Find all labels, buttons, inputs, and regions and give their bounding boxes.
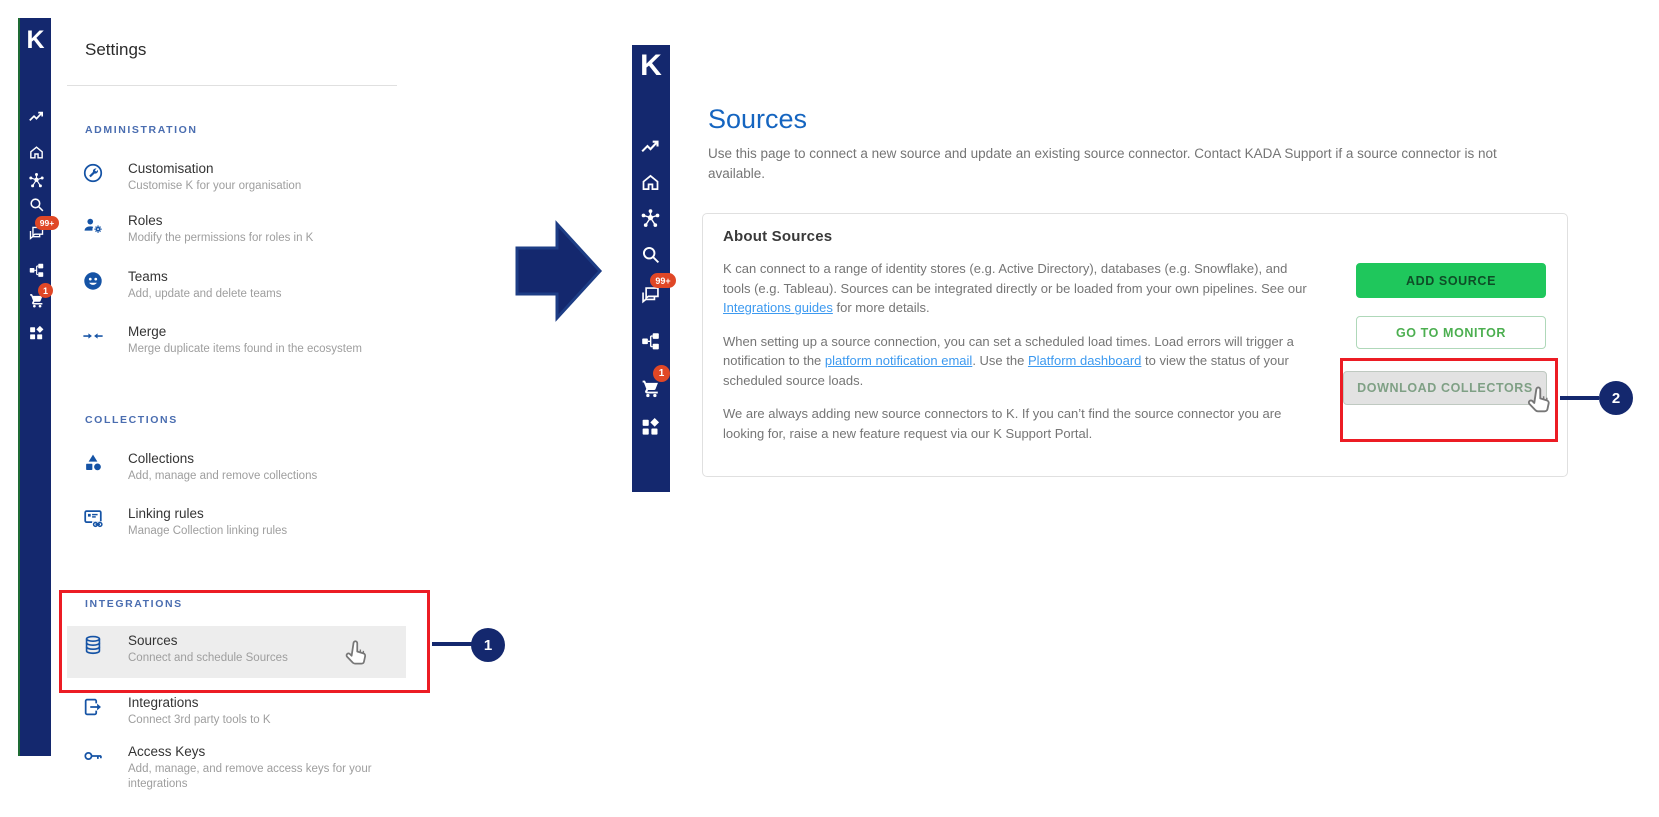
item-title: Collections: [128, 451, 195, 466]
item-subtitle: Merge duplicate items found in the ecosystem: [128, 343, 362, 355]
settings-page-title: Settings: [85, 40, 147, 59]
sources-page-description: Use this page to connect a new source and update an existing source connector. Contact KADA Support if a source connector is not available.: [708, 146, 1497, 181]
annotation-step-2: 2: [1599, 381, 1633, 415]
inline-link[interactable]: Integrations guides: [723, 300, 833, 315]
access-keys-icon: [82, 745, 104, 767]
text-segment: When setting up a source connection, you can set a scheduled load times. Load errors will trigger a notification to the: [723, 333, 1294, 368]
item-subtitle: Customise K for your organisation: [128, 180, 302, 192]
text-segment: K can connect to a range of identity stores (e.g. Active Directory), databases (e.g. Snowflake), and tools (e.g. Tableau). Sources can be integrated directly or be loaded from your own pipelines. See our: [723, 261, 1307, 296]
hand-cursor-2: [1524, 384, 1556, 416]
about-paragraph-3: [723, 404, 1315, 443]
k-logo: K: [26, 26, 45, 54]
trending-icon[interactable]: [640, 136, 661, 157]
teams-icon: [82, 270, 104, 292]
section-integrations: INTEGRATIONS: [85, 598, 183, 610]
k-logo: K: [640, 49, 662, 82]
left-app-sidebar: [18, 18, 55, 756]
go-to-monitor-button[interactable]: GO TO MONITOR: [1356, 316, 1546, 349]
cart-badge: 1: [38, 283, 53, 298]
search-icon[interactable]: [640, 244, 661, 265]
settings-item-integrations[interactable]: [67, 688, 406, 740]
section-collections: COLLECTIONS: [85, 414, 178, 426]
item-title: Access Keys: [128, 744, 206, 759]
text-segment: to view the status of your scheduled source loads.: [723, 353, 1289, 388]
right-app-sidebar: [632, 45, 670, 492]
chat-icon[interactable]: [640, 285, 661, 306]
download-collectors-button[interactable]: DOWNLOAD COLLECTORS: [1343, 371, 1547, 405]
about-sources-title: About Sources: [723, 228, 833, 245]
item-subtitle: Add, manage, and remove access keys for your integrations: [128, 763, 372, 790]
settings-item-roles[interactable]: [67, 206, 406, 258]
annotation-line-2: [1560, 396, 1599, 400]
annotation-line-1: [432, 642, 472, 646]
text-segment: . Use the: [972, 353, 1028, 368]
item-subtitle: Add, update and delete teams: [128, 288, 282, 300]
apps-icon[interactable]: [28, 325, 45, 342]
annotation-step-1: 1: [471, 628, 505, 662]
settings-item-merge[interactable]: [67, 317, 406, 369]
inline-link[interactable]: platform notification email: [824, 353, 973, 368]
home-icon[interactable]: [640, 172, 661, 193]
cart-badge: 1: [653, 365, 670, 382]
item-subtitle: Modify the permissions for roles in K: [128, 232, 314, 244]
sitemap-icon[interactable]: [28, 262, 45, 279]
section-administration: ADMINISTRATION: [85, 124, 198, 136]
about-paragraph-1: [723, 259, 1315, 318]
search-icon[interactable]: [28, 196, 45, 213]
merge-icon: [82, 325, 104, 347]
text-segment: We are always adding new source connectors to K. If you can’t find the source connector you are looking for, raise a new feature request via our K Support Portal.: [723, 406, 1282, 441]
settings-item-collections[interactable]: [67, 444, 406, 496]
roles-icon: [82, 214, 104, 236]
add-source-button[interactable]: ADD SOURCE: [1356, 263, 1546, 298]
divider: [67, 85, 397, 86]
item-subtitle: Manage Collection linking rules: [128, 525, 288, 537]
settings-item-customisation[interactable]: [67, 154, 406, 206]
item-title: Roles: [128, 213, 163, 228]
network-icon[interactable]: [640, 208, 661, 229]
item-subtitle: Connect and schedule Sources: [128, 652, 288, 664]
item-title: Linking rules: [128, 506, 204, 521]
item-subtitle: Connect 3rd party tools to K: [128, 714, 271, 726]
chat-badge: 99+: [35, 216, 59, 230]
apps-icon[interactable]: [640, 417, 661, 438]
trending-icon[interactable]: [28, 108, 45, 125]
collections-icon: [82, 452, 104, 474]
item-title: Integrations: [128, 695, 199, 710]
sources-page-title: Sources: [708, 104, 808, 134]
settings-item-teams[interactable]: [67, 262, 406, 314]
home-icon[interactable]: [28, 144, 45, 161]
item-title: Customisation: [128, 161, 214, 176]
text-segment: for more details.: [832, 300, 930, 315]
annotation-box-1: [59, 590, 430, 693]
about-paragraph-2: [723, 332, 1315, 391]
item-title: Merge: [128, 324, 167, 339]
sitemap-icon[interactable]: [640, 331, 661, 352]
transition-arrow: [512, 218, 606, 322]
inline-link[interactable]: Platform dashboard: [1027, 353, 1142, 368]
linking-rules-icon: [82, 507, 104, 529]
network-icon[interactable]: [28, 172, 45, 189]
integrations-icon: [82, 696, 104, 718]
chat-badge: 99+: [650, 273, 676, 288]
item-title: Teams: [128, 269, 168, 284]
settings-item-linking-rules[interactable]: [67, 499, 406, 551]
hand-cursor-1: [342, 638, 372, 668]
settings-item-access-keys[interactable]: [67, 737, 406, 789]
item-title: Sources: [128, 633, 178, 648]
item-subtitle: Add, manage and remove collections: [128, 470, 318, 482]
customisation-icon: [82, 162, 104, 184]
